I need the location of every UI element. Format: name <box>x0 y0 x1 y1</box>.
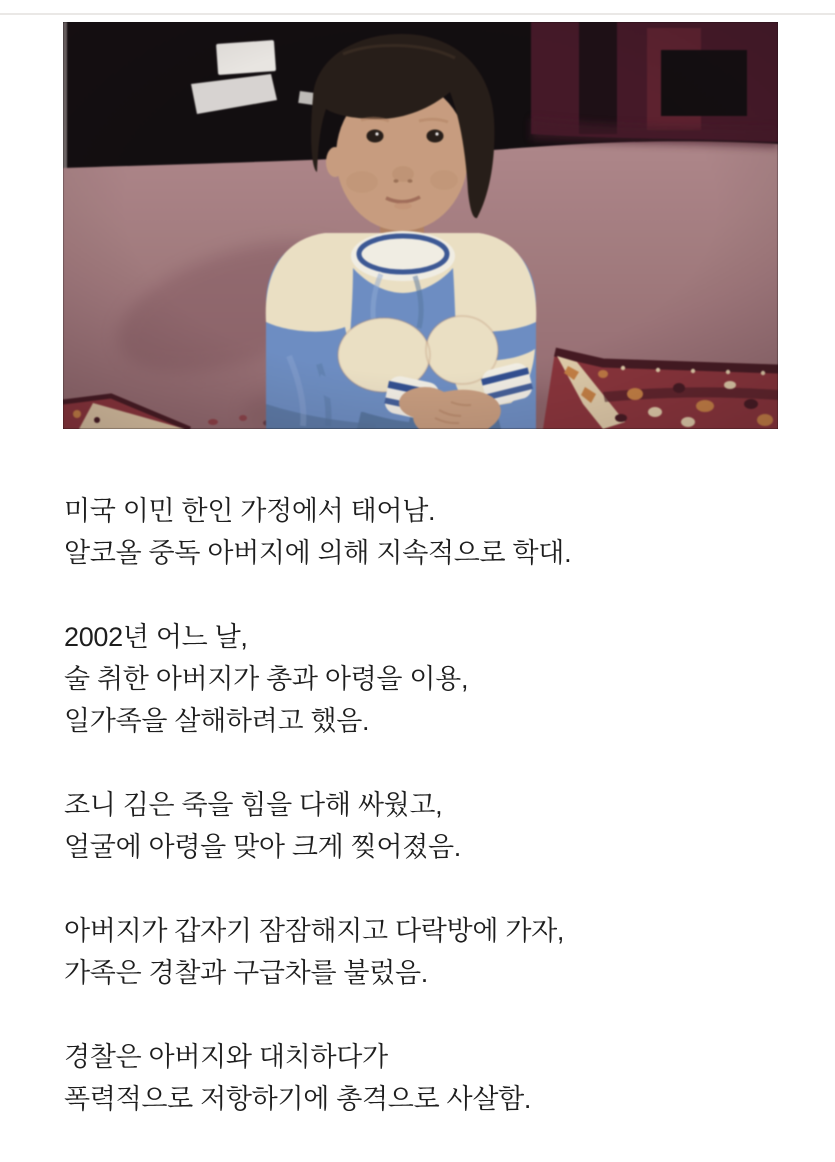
story-line: 폭력적으로 저항하기에 총격으로 사살함. <box>64 1084 532 1114</box>
story-line: 경찰은 아버지와 대치하다가 <box>64 1042 388 1072</box>
story-line: 미국 이민 한인 가정에서 태어남. <box>64 496 436 526</box>
story-line: 2002년 어느 날, <box>64 622 248 652</box>
story-line: 아버지가 갑자기 잠잠해지고 다락방에 가자, <box>64 916 565 946</box>
story-paragraph-3 <box>64 784 784 868</box>
story-paragraph-2 <box>64 616 784 742</box>
childhood-photo <box>63 22 778 429</box>
photo-illustration <box>63 22 778 429</box>
story-line: 가족은 경찰과 구급차를 불렀음. <box>64 958 428 988</box>
story-line: 일가족을 살해하려고 했음. <box>64 706 370 736</box>
story-paragraph-4 <box>64 910 784 994</box>
story-paragraph-5 <box>64 1036 784 1120</box>
photo-vignette <box>63 22 778 429</box>
story-line: 알코올 중독 아버지에 의해 지속적으로 학대. <box>64 538 572 568</box>
top-divider <box>0 13 835 15</box>
story-line: 얼굴에 아령을 맞아 크게 찢어졌음. <box>64 832 461 862</box>
story-line: 조니 김은 죽을 힘을 다해 싸웠고, <box>64 790 443 820</box>
story-line: 술 취한 아버지가 총과 아령을 이용, <box>64 664 469 694</box>
story-text <box>64 490 784 1162</box>
story-paragraph-1 <box>64 490 784 574</box>
